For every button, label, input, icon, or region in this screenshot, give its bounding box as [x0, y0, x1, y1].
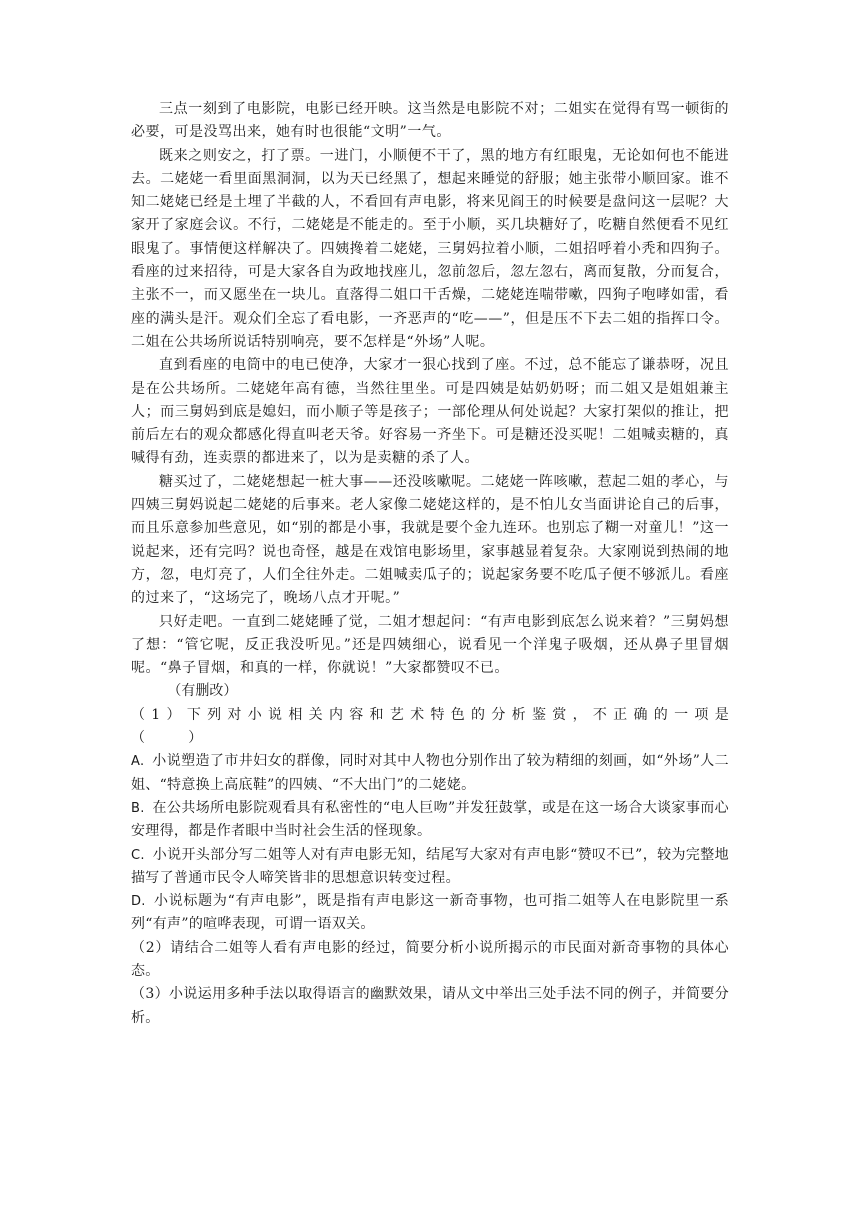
option-letter: B.: [131, 800, 145, 816]
question-section: [131, 704, 729, 1030]
option-letter: A.: [131, 754, 145, 770]
question-3: （3）小说运用多种手法以取得语言的幽默效果，请从文中举出三处手法不同的例子，并简要分析。: [131, 986, 729, 1026]
passage-paragraph-1: 三点一刻到了电影院，电影已经开映。这当然是电影院不对；二姐实在觉得有骂一顿街的必要，可是没骂出来，她有时也很能“文明”一气。: [131, 101, 729, 141]
option-text: 在公共场所电影院观看具有私密性的“电人巨吻”并发狂鼓掌，或是在这一场合大谈家事而心安理得，都是作者眼中当时社会生活的怪现象。: [131, 799, 729, 840]
question-2: （2）请结合二姐等人看有声电影的经过，简要分析小说所揭示的市民面对新奇事物的具体心态。: [131, 939, 729, 979]
question-1-stem: （1）下列对小说相关内容和艺术特色的分析鉴赏，不正确的一项是: [131, 706, 729, 723]
passage-paragraph-5: 只好走吧。一直到二姥姥睡了觉，二姐才想起问：“有声电影到底怎么说来着？”三舅妈想了想：“管它呢，反正我没听见。”还是四姨细心，说看见一个洋鬼子吸烟，还从鼻子里冒烟呢。“鼻子冒烟，和真的一样，你就说！”大家都赞叹不已。: [131, 613, 729, 677]
question-1-option-a: [131, 750, 729, 797]
question-1-option-b: [131, 797, 729, 844]
option-text: 小说开头部分写二姐等人对有声电影无知，结尾写大家对有声电影“赞叹不已”，较为完整地描写了普通市民令人啼笑皆非的思想意识转变过程。: [131, 846, 729, 886]
question-1-option-c: [131, 844, 729, 891]
option-letter: C.: [131, 847, 145, 863]
document-page: [131, 98, 729, 1030]
option-letter: D.: [131, 894, 146, 910]
passage-paragraph-4: 糖买过了，二姥姥想起一桩大事——还没咳嗽呢。二姥姥一阵咳嗽，惹起二姐的孝心，与四姨三舅妈说起二姥姥的后事来。老人家像二姥姥这样的，是不怕儿女当面讲论自己的后事，而且乐意参加些意见，如“别的都是小事，我就是要个金九连环。也别忘了糊一对童儿！”这一说起来，还有完吗？说也奇怪，越是在戏馆电影场里，家事越显着复杂。大家刚说到热闹的地方，忽，电灯亮了，人们全往外走。二姐喊卖瓜子的；说起家务要不吃瓜子便不够派儿。看座的过来了，“这场完了，晚场八点才开呢。”: [131, 473, 729, 607]
question-1-option-d: [131, 890, 729, 937]
option-text: 小说标题为“有声电影”，既是指有声电影这一新奇事物，也可指二姐等人在电影院里一系列“有声”的喧哗表现，可谓一语双关。: [131, 893, 729, 933]
question-1-answer-blank: （ ）: [131, 730, 203, 747]
abridged-note: （有删改）: [167, 683, 238, 700]
passage-paragraph-2: 既来之则安之，打了票。一进门，小顺便不干了，黑的地方有红眼鬼，无论如何也不能进去。二姥姥一看里面黑洞洞，以为天已经黑了，想起来睡觉的舒服；她主张带小顺回家。谁不知二姥姥已经是土埋了半截的人，不看回有声电影，将来见阎王的时候要是盘问这一层呢？大家开了家庭会议。不行，二姥姥是不能走的。至于小顺，买几块糖好了，吃糖自然便看不见红眼鬼了。事情便这样解决了。四姨搀着二姥姥，三舅妈拉着小顺，二姐招呼着小秃和四狗子。看座的过来招待，可是大家各自为政地找座儿，忽前忽后，忽左忽右，离而复散，分而复合，主张不一，而又愿坐在一块儿。直落得二姐口干舌燥，二姥姥连喘带嗽，四狗子咆哮如雷，看座的满头是汗。观众们全忘了看电影，一齐恶声的“吃——”，但是压不下去二姐的指挥口令。二姐在公共场所说话特别响亮，要不怎样是“外场”人呢。: [131, 147, 729, 350]
story-passage: [131, 98, 729, 704]
option-text: 小说塑造了市井妇女的群像，同时对其中人物也分别作出了较为精细的刻画，如“外场”人二姐、“特意换上高底鞋”的四姨、“不大出门”的二姥姥。: [131, 753, 729, 793]
passage-paragraph-3: 直到看座的电筒中的电已使净，大家才一狠心找到了座。不过，总不能忘了谦恭呀，况且是在公共场所。二姥姥年高有德，当然往里坐。可是四姨是姑奶奶呀；而二姐又是姐姐兼主人；而三舅妈到底是媳妇，而小顺子等是孩子；一部伦理从何处说起？大家打架似的推让，把前后左右的观众都感化得直叫老天爷。好容易一齐坐下。可是糖还没买呢！二姐喊卖糖的，真喊得有劲，连卖票的都进来了，以为是卖糖的杀了人。: [131, 357, 729, 467]
